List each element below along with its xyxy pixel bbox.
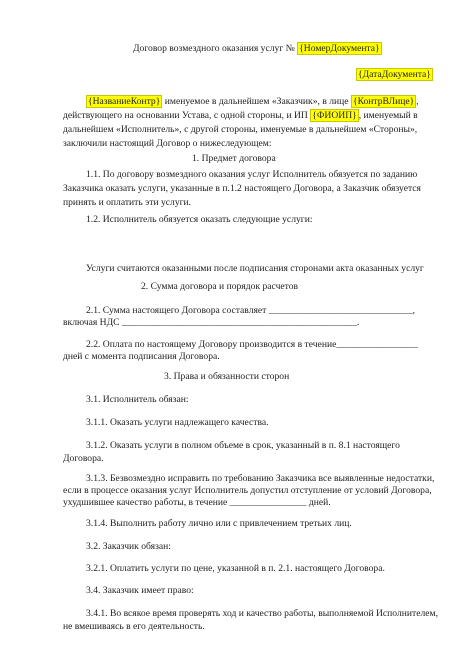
document-date-line xyxy=(356,69,433,81)
clause-3-4: 3.4. Заказчик имеет право: xyxy=(86,585,194,596)
counterparty-name-field: {НазваниеКонтр} xyxy=(88,96,161,107)
intro-line-1: {НазваниеКонтр} именуемое в дальнейшем «Заказчик», в лице {КонтрВЛице} , xyxy=(88,96,419,107)
clause-1-1-line-2: Заказчика оказать услуги, указанные в п.1.2 настоящего Договора, а Заказчик обязуется xyxy=(63,183,421,194)
clause-3-1-3-line-3: ухудшившее качество работы, в течение ________________ дней. xyxy=(63,497,331,508)
clause-3-2-1: 3.2.1. Оплатить услуги по цене, указанной в п. 2.1. настоящего Договора. xyxy=(86,563,385,574)
clause-3-1-3-line-2: если в процессе оказания услуг Исполнитель допустил отступление от условий Договора, xyxy=(63,485,432,496)
clause-3-1-2-line-2: Договора. xyxy=(63,453,104,464)
contract-title xyxy=(133,43,382,55)
clause-3-1-2-line-1: 3.1.2. Оказать услуги в полном объеме в срок, указанный в п. 8.1 настоящего xyxy=(86,440,400,451)
clause-2-1-line-2: включая НДС _________________________________________________. xyxy=(63,317,360,328)
clause-3-1: 3.1. Исполнитель обязан: xyxy=(86,394,189,405)
clause-3-1-4: 3.1.4. Выполнить работу лично или с привлечением третьих лиц. xyxy=(86,518,352,529)
clause-2-2-line-2: дней с момента подписания Договора. xyxy=(63,351,220,362)
clause-3-1-1: 3.1.1. Оказать услуги надлежащего качества. xyxy=(86,417,269,428)
counterparty-representative-field: {КонтрВЛице} xyxy=(352,96,415,107)
services-completion-note: Услуги считаются оказанными после подписания сторонами акта оказанных услуг xyxy=(86,263,424,274)
clause-1-1-line-1: 1.1. По договору возмездного оказания услуг Исполнитель обязуется по заданию xyxy=(86,169,418,180)
section-1-heading: 1. Предмет договора xyxy=(192,153,276,164)
document-number-field: {НомерДокумента} xyxy=(299,43,380,54)
clause-2-2-line-1: 2.2. Оплата по настоящему Договору производится в течение_________________ xyxy=(86,339,418,350)
clause-1-2: 1.2. Исполнитель обязуется оказать следующие услуги: xyxy=(86,214,313,225)
clause-3-2: 3.2. Заказчик обязан: xyxy=(86,541,171,552)
section-3-heading: 3. Права и обязанности сторон xyxy=(164,371,290,382)
intro-line-3: дальнейшем «Исполнитель», с другой стороны, именуемые в дальнейшем «Стороны», xyxy=(63,124,418,135)
entrepreneur-name-field: {ФИОИП} xyxy=(312,110,357,121)
contract-title-text: Договор возмездного оказания услуг № xyxy=(133,43,298,54)
clause-1-1-line-3: принять и оплатить эти услуги. xyxy=(63,197,192,208)
clause-2-1-line-1: 2.1. Сумма настоящего Договора составляет ______________________________, xyxy=(86,305,416,316)
clause-3-4-1-line-2: не вмешиваясь в его деятельность. xyxy=(63,621,205,632)
section-2-heading: 2. Сумма договора и порядок расчетов xyxy=(141,281,299,292)
intro-line-2: действующего на основании Устава, с одной стороны, и ИП {ФИОИП} , именуемый в xyxy=(63,110,418,121)
clause-3-1-3-line-1: 3.1.3. Безвозмездно исправить по требованию Заказчика все выявленные недостатки, xyxy=(86,473,435,484)
intro-line-4: заключили настоящий Договор о нижеследующем: xyxy=(63,138,272,149)
document-date-field: {ДатаДокумента} xyxy=(358,69,431,80)
clause-3-4-1-line-1: 3.4.1. Во всякое время проверять ход и качество работы, выполняемой Исполнителем, xyxy=(86,608,438,619)
